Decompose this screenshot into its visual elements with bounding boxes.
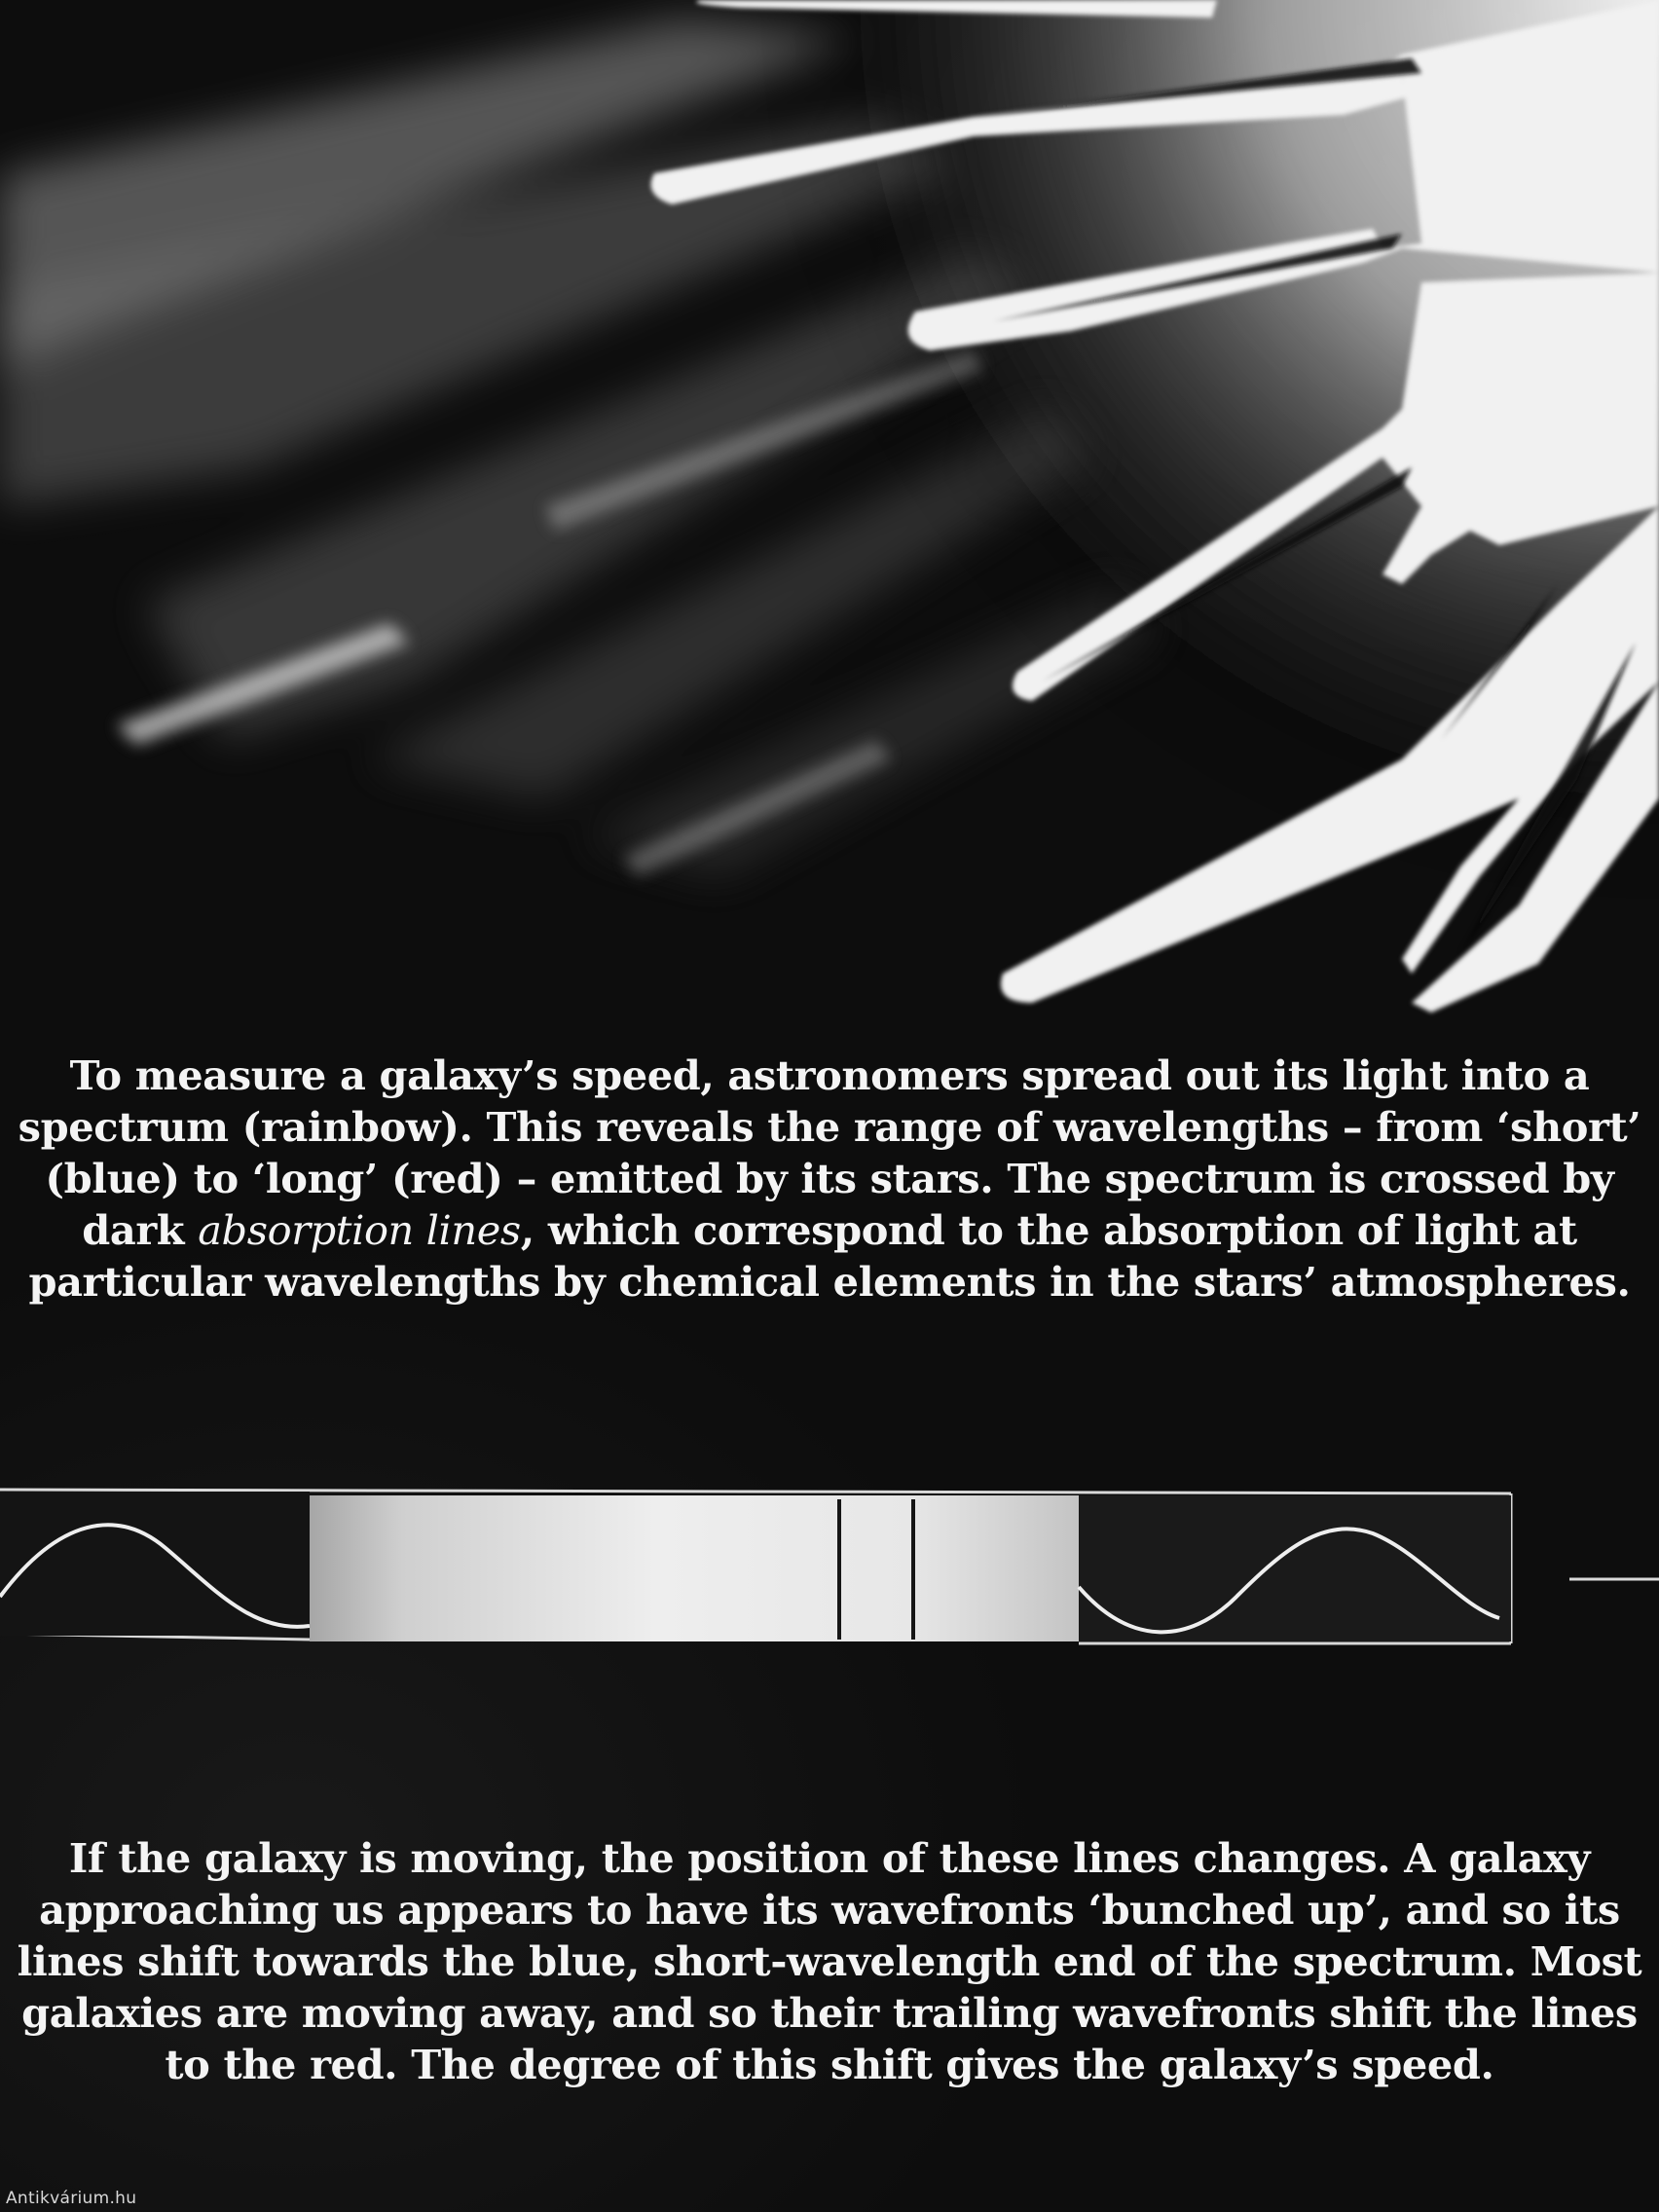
right-wave-panel	[1079, 1495, 1511, 1641]
redshift-paragraph	[0, 1832, 1659, 2090]
frame-top-line	[0, 1490, 1511, 1493]
intro-line-3: (blue) to ‘long’ (red) – emitted by its stars. The spectrum is crossed by	[45, 1155, 1614, 1202]
intro-paragraph	[0, 1050, 1659, 1308]
left-wave	[0, 1525, 310, 1627]
intro-line-1: To measure a galaxy’s speed, astronomers spread out its light into a	[69, 1051, 1590, 1099]
absorption-lines-term: absorption lines	[198, 1206, 521, 1254]
frame-bottom-left-line	[0, 1634, 310, 1640]
right-wave	[1079, 1529, 1499, 1632]
redshift-line-1: If the galaxy is moving, the position of these lines changes. A galaxy	[68, 1834, 1591, 1882]
intro-line-4-start: dark	[82, 1206, 199, 1254]
redshift-line-5: to the red. The degree of this shift gives the galaxy’s speed.	[165, 2041, 1494, 2088]
left-wave-panel	[0, 1492, 310, 1636]
intro-line-4-end: , which correspond to the absorption of light at	[520, 1206, 1577, 1254]
galaxy-light-burst-illustration	[0, 0, 1659, 1032]
redshift-line-3: lines shift towards the blue, short-wavelength end of the spectrum. Most	[17, 1937, 1642, 1985]
intro-line-5: particular wavelengths by chemical elements in the stars’ atmospheres.	[28, 1258, 1631, 1306]
intro-line-2: spectrum (rainbow). This reveals the range of wavelengths – from ‘short’	[18, 1103, 1641, 1151]
redshift-line-4: galaxies are moving away, and so their trailing wavefronts shift the lines	[21, 1989, 1638, 2037]
watermark: Antikvárium.hu	[6, 2189, 137, 2208]
spectrum-strip	[310, 1495, 1079, 1641]
intro-line-4	[0, 1204, 1659, 1256]
redshift-line-2: approaching us appears to have its wavefronts ‘bunched up’, and so its	[39, 1886, 1620, 1934]
